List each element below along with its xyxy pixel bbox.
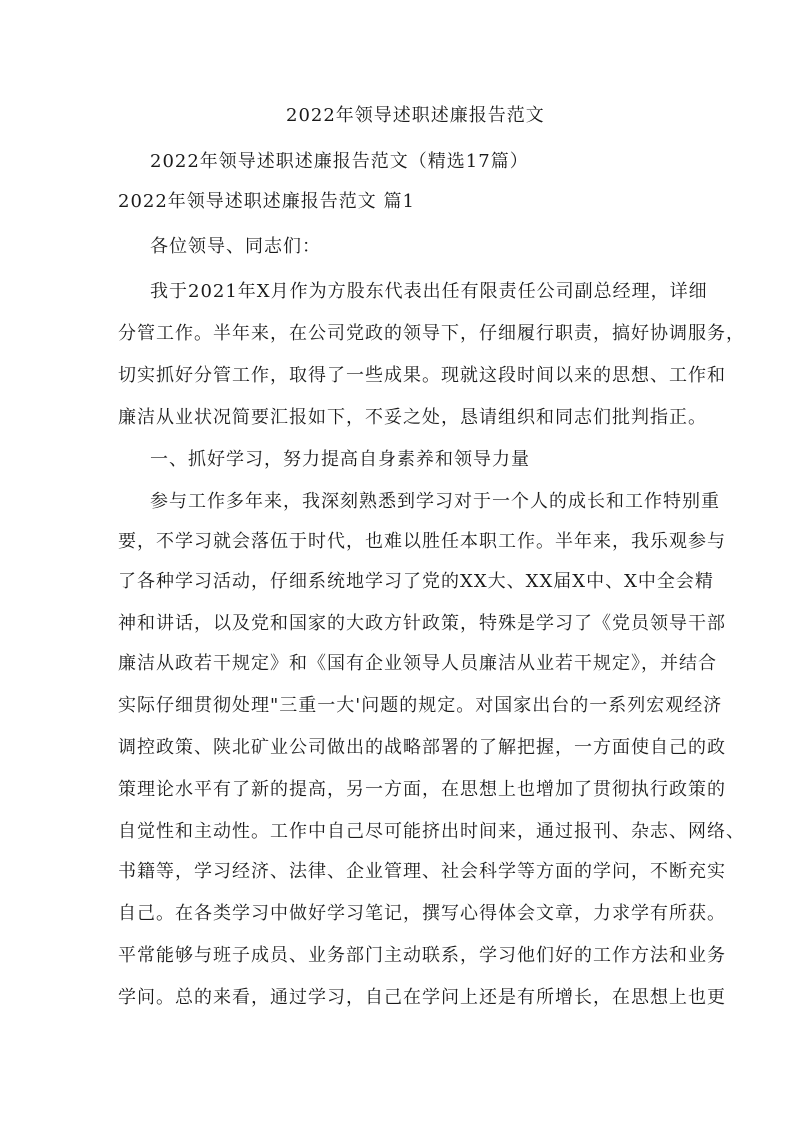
paragraph-line: 调控政策、陕北矿业公司做出的战略部署的了解把握，一方面使自己的政: [118, 737, 726, 758]
section-heading: 2022年领导述职述廉报告范文 篇1: [118, 191, 415, 212]
paragraph-line: 我于2021年X月作为方股东代表出任有限责任公司副总经理，详细: [150, 281, 708, 302]
paragraph-line: 廉洁从政若干规定》和《国有企业领导人员廉洁从业若干规定》，并结合: [118, 653, 717, 674]
paragraph-line: 了各种学习活动，仔细系统地学习了党的XX大、XX届X中、X中全会精: [118, 571, 714, 592]
paragraph-line: 分管工作。半年来，在公司党政的领导下，仔细履行职责，搞好协调服务，: [118, 323, 745, 344]
document-subtitle: 2022年领导述职述廉报告范文（精选17篇）: [150, 151, 529, 172]
paragraph-line: 要，不学习就会落伍于时代，也难以胜任本职工作。半年来，我乐观参与: [118, 531, 726, 552]
document-title: 2022年领导述职述廉报告范文: [286, 105, 545, 126]
paragraph-line: 神和讲话，以及党和国家的大政方针政策，特殊是学习了《党员领导干部: [118, 613, 726, 634]
paragraph-line: 学问。总的来看，通过学习，自己在学问上还是有所增长，在思想上也更: [118, 987, 726, 1008]
paragraph-line: 廉洁从业状况简要汇报如下，不妥之处，恳请组织和同志们批判指正。: [118, 407, 707, 428]
paragraph-line: 平常能够与班子成员、业务部门主动联系，学习他们好的工作方法和业务: [118, 945, 726, 966]
paragraph-line: 实际仔细贯彻处理"三重一大'问题的规定。对国家出台的一系列宏观经济: [118, 695, 723, 716]
paragraph-line: 自觉性和主动性。工作中自己尽可能挤出时间来，通过报刊、杂志、网络、: [118, 821, 745, 842]
paragraph-line: 自己。在各类学习中做好学习笔记，撰写心得体会文章，力求学有所获。: [118, 903, 726, 924]
paragraph-line: 策理论水平有了新的提高，另一方面，在思想上也增加了贯彻执行政策的: [118, 779, 726, 800]
section1-title: 一、抓好学习，努力提高自身素养和领导力量: [150, 449, 530, 470]
paragraph-line: 切实抓好分管工作，取得了一些成果。现就这段时间以来的思想、工作和: [118, 365, 726, 386]
paragraph-line: 参与工作多年来，我深刻熟悉到学习对于一个人的成长和工作特别重: [150, 491, 720, 512]
paragraph-line: 书籍等，学习经济、法律、企业管理、社会科学等方面的学问，不断充实: [118, 861, 726, 882]
greeting: 各位领导、同志们：: [150, 236, 321, 257]
